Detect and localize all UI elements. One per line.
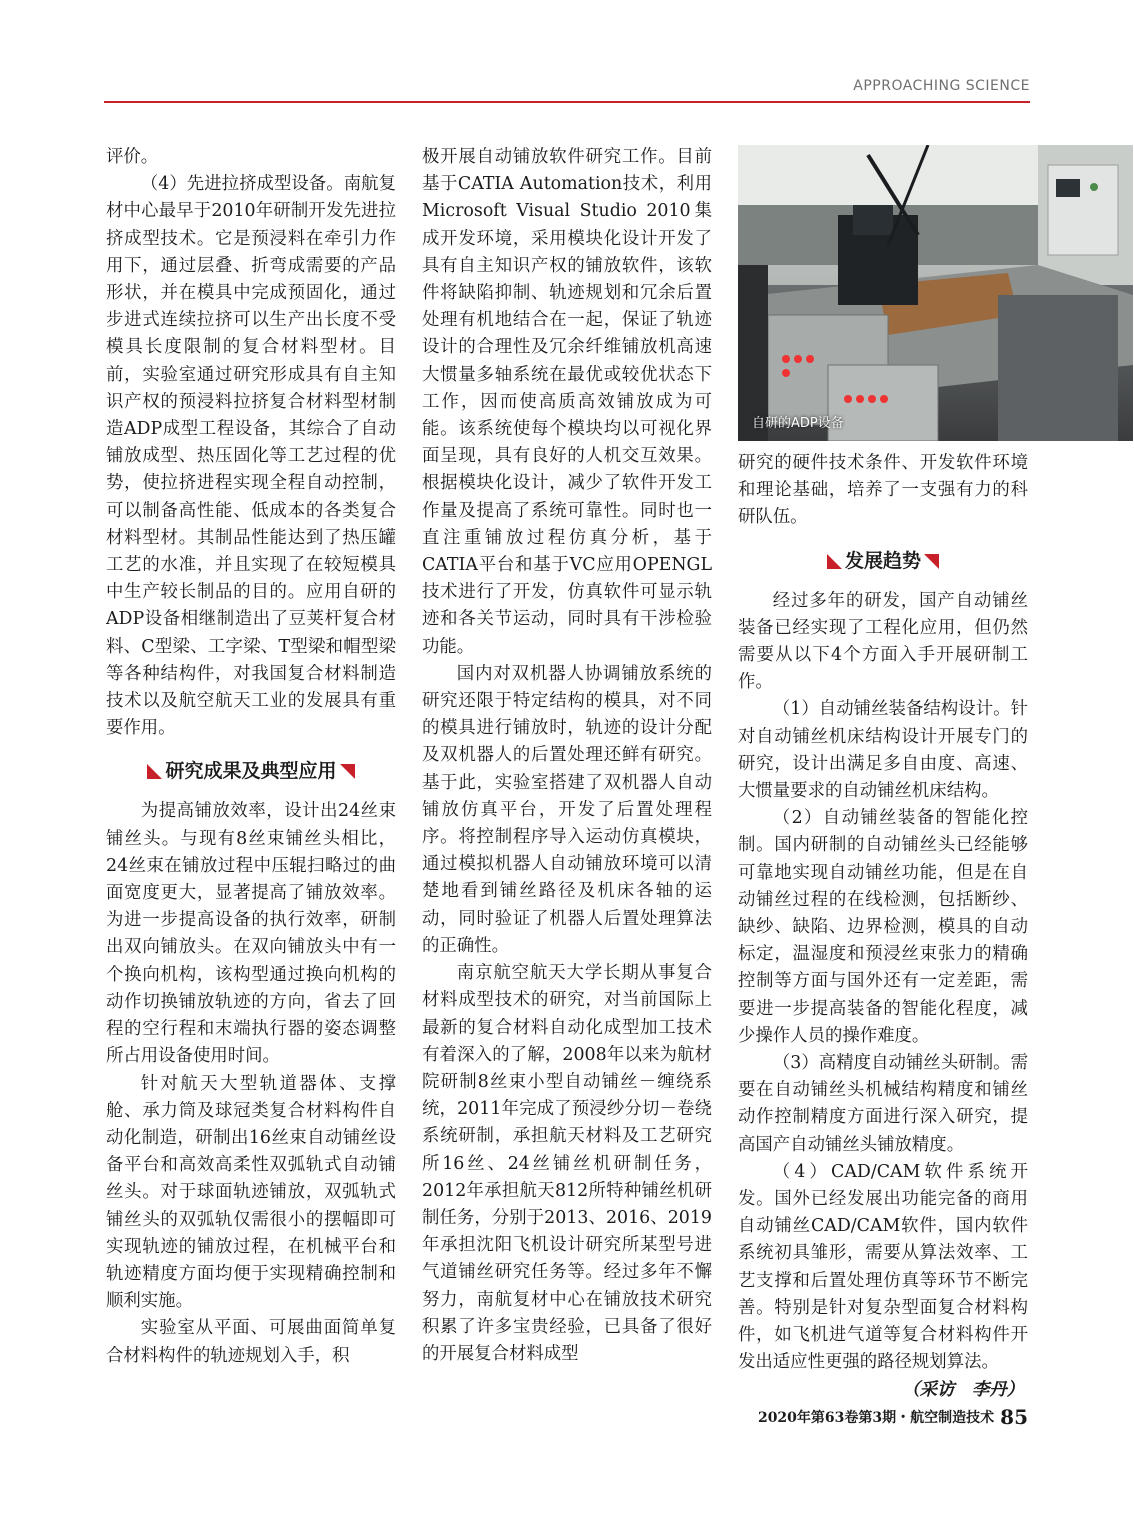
paragraph: 针对航天大型轨道器体、支撑舱、承力筒及球冠类复合材料构件自动化制造，研制出16丝束自动铺丝设备平台和高效高柔性双弧轨式自动铺丝头。对于球面轨迹铺放，双弧轨式铺丝头的双弧轨仅需很小的摆幅即可实现轨迹的铺放过程，在机械平台和轨迹精度方面均便于实现精确控制和顺利实施。	[106, 1073, 396, 1312]
page-number: 85	[1000, 1405, 1028, 1429]
photo-caption: 自研的ADP设备	[752, 416, 844, 431]
paragraph: 评价。	[106, 147, 159, 167]
paragraph: （4）CAD/CAM软件系统开发。国外已经发展出功能完备的商用自动铺丝CAD/CAM软件，国内软件系统初具雏形，需要从算法效率、工艺支撑和后置处理仿真等环节不断完善。特别是针对复杂型面复合材料构件，如飞机进气道等复合材料构件开发出适应性更强的路径规划算法。	[738, 1161, 1028, 1373]
heading-triangle-icon	[340, 764, 355, 779]
section-heading-text: 研究成果及典型应用	[165, 760, 337, 783]
paragraph: 为提高铺放效率，设计出24丝束铺丝头。与现有8丝束铺丝头相比，24丝束在铺放过程中压辊扫略过的曲面宽度更大，显著提高了铺放效率。为进一步提高设备的执行效率，研制出双向铺放头。在双向铺放头中有一个换向机构，该构型通过换向机构的动作切换铺放轨迹的方向，省去了回程的空行程和末端执行器的姿态调整所占用设备使用时间。	[106, 801, 396, 1067]
interview-credit: （采访 李丹）	[902, 1379, 1024, 1400]
paragraph: 极开展自动铺放软件研究工作。目前基于CATIA Automation技术，利用Microsoft Visual Studio 2010集成开发环境，采用模块化设计开发了具有自主知识产权的铺放软件，该软件将缺陷抑制、轨迹规划和冗余后置处理有机地结合在一起，保证了轨迹设计的合理性及冗余纤维铺放机高速大惯量多轴系统在最优或较优状态下工作，因而使高质高效铺放成为可能。该系统使每个模块均以可视化界面呈现，具有良好的人机交互效果。根据模块化设计，减少了软件开发工作量及提高了系统可靠性。同时也一直注重铺放过程仿真分析，基于CATIA平台和基于VC应用OPENGL技术进行了开发，仿真软件可显示轨迹和各关节运动，同时具有干涉检验功能。	[422, 147, 712, 657]
photo-illustration	[738, 145, 1133, 441]
paragraph: 经过多年的研发，国产自动铺丝装备已经实现了工程化应用，但仍然需要从以下4个方面入手开展研制工作。	[738, 590, 1028, 693]
header-label: APPROACHING SCIENCE	[853, 78, 1030, 94]
paragraph: 国内对双机器人协调铺放系统的研究还限于特定结构的模具，对不同的模具进行铺放时，轨迹的设计分配及双机器人的后置处理还鲜有研究。基于此，实验室搭建了双机器人自动铺放仿真平台，开发了后置处理程序。将控制程序导入运动仿真模块，通过模拟机器人自动铺放环境可以清楚地看到铺丝路径及机床各轴的运动，同时验证了机器人后置处理算法的正确性。	[422, 663, 712, 956]
column-2	[422, 144, 712, 1368]
page-footer	[758, 1405, 1028, 1429]
section-heading-trends	[738, 546, 1028, 576]
paragraph: （4）先进拉挤成型设备。南航复材中心最早于2010年研制开发先进拉挤成型技术。它是预浸料在牵引力作用下，通过层叠、折弯成需要的产品形状，并在模具中完成预固化，通过步进式连续拉挤可以生产出长度不受模具长度限制的复合材料型材。目前，实验室通过研究形成具有自主知识产权的预浸料拉挤复合材料型材制造ADP成型工程设备，其综合了自动铺放成型、热压固化等工艺过程的优势，使拉挤进程实现全程自动控制，可以制备高性能、低成本的各类复合材料型材。其制品性能达到了热压罐工艺的水准，并且实现了在较短模具中生产较长制品的目的。应用自研的ADP设备相继制造出了豆荚杆复合材料、C型梁、工字梁、T型梁和帽型梁等各种结构件，对我国复合材料制造技术以及航空航天工业的发展具有重要作用。	[106, 174, 396, 739]
heading-triangle-icon	[924, 554, 939, 569]
heading-triangle-icon	[147, 764, 162, 779]
issue-info: 2020年第63卷第3期・航空制造技术	[757, 1410, 995, 1426]
paragraph: （1）自动铺丝装备结构设计。针对自动铺丝机床结构设计开展专门的研究，设计出满足多自由度、高速、大惯量要求的自动铺丝机床结构。	[738, 699, 1028, 802]
heading-triangle-icon	[827, 554, 842, 569]
header-rule	[104, 101, 1030, 103]
column-3	[738, 450, 1028, 1404]
paragraph: （3）高精度自动铺丝头研制。需要在自动铺丝头机械结构精度和铺丝动作控制精度方面进行深入研究，提高国产自动铺丝头铺放精度。	[738, 1053, 1028, 1155]
adp-equipment-photo	[738, 145, 1133, 441]
section-heading-text: 发展趋势	[844, 549, 921, 572]
paragraph: 研究的硬件技术条件、开发软件环境和理论基础，培养了一支强有力的科研队伍。	[738, 453, 1028, 528]
section-heading-results	[106, 756, 396, 786]
paragraph: 南京航空航天大学长期从事复合材料成型技术的研究，对当前国际上最新的复合材料自动化成型加工技术有着深入的了解，2008年以来为航材院研制8丝束小型自动铺丝－缠绕系统，2011年完成了预浸纱分切－卷绕系统研制，承担航天材料及工艺研究所16丝、24丝铺丝机研制任务，2012年承担航天812所特种铺丝机研制任务，分别于2013、2016、2019年承担沈阳飞机设计研究所某型号进气道铺丝研究任务等。经过多年不懈努力，南航复材中心在铺放技术研究积累了许多宝贵经验，已具备了很好的开展复合材料成型	[422, 963, 712, 1364]
paragraph: 实验室从平面、可展曲面简单复合材料构件的轨迹规划入手，积	[106, 1318, 396, 1366]
column-1	[106, 144, 396, 1370]
paragraph: （2）自动铺丝装备的智能化控制。国内研制的自动铺丝头已经能够可靠地实现自动铺丝功能，但是在自动铺丝过程的在线检测，包括断纱、缺纱、缺陷、边界检测，模具的自动标定，温湿度和预浸丝束张力的精确控制等方面与国外还有一定差距，需要进一步提高装备的智能化程度，减少操作人员的操作难度。	[738, 808, 1028, 1046]
